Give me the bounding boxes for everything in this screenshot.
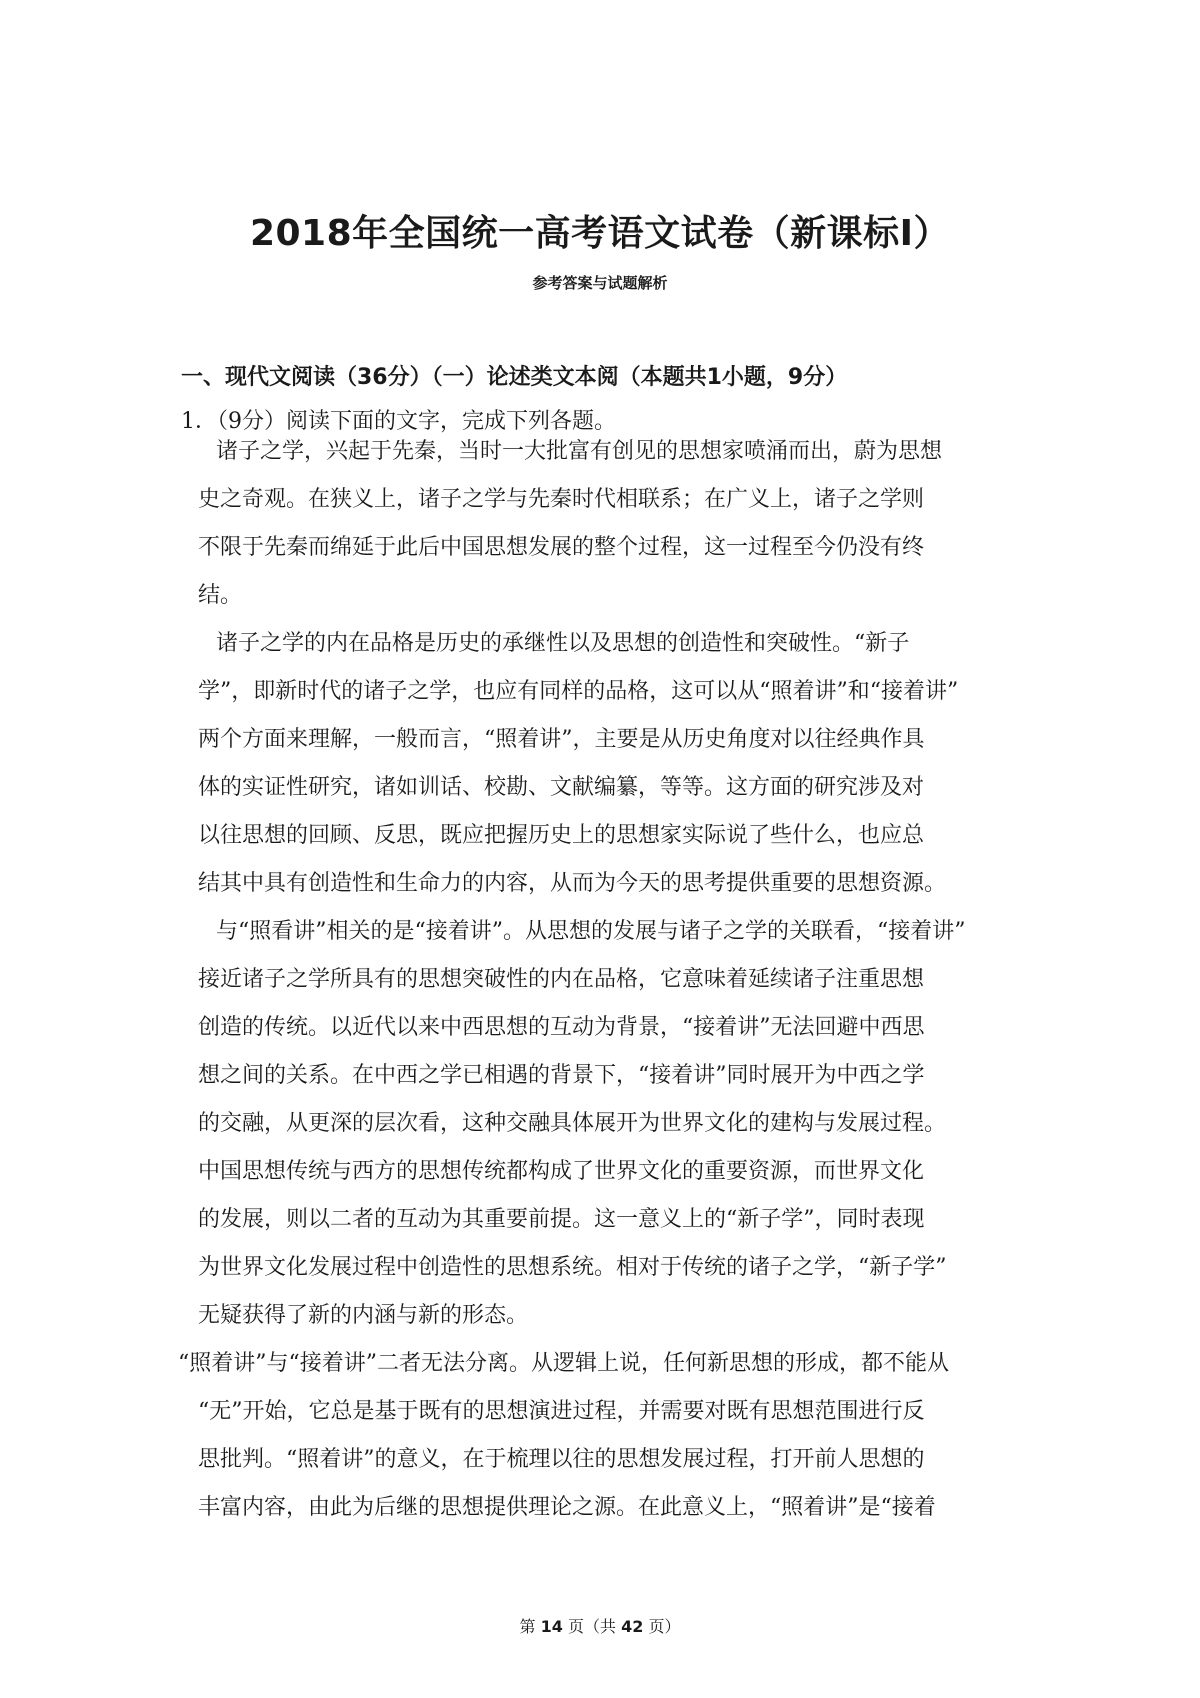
passage-line: 中国思想传统与西方的思想传统都构成了世界文化的重要资源，而世界文化 (198, 1159, 925, 1184)
question-stem: 1．（9分）阅读下面的文字，完成下列各题。 (181, 409, 616, 434)
page-footer (0, 1614, 1200, 1637)
passage-line: 的发展，则以二者的互动为其重要前提。这一意义上的“新子学”，同时表现 (198, 1207, 925, 1232)
passage-line: 结。 (198, 583, 243, 608)
passage-line: 体的实证性研究，诸如训话、校勘、文献编纂，等等。这方面的研究涉及对 (198, 775, 925, 800)
footer-total-pages: 42 (621, 1617, 644, 1636)
document-subtitle: 参考答案与试题解析 (532, 274, 668, 292)
passage-line: “无”开始，它总是基于既有的思想演进过程，并需要对既有思想范围进行反 (198, 1399, 925, 1424)
footer-middle: 页（共 (567, 1617, 616, 1636)
passage-line: 与“照看讲”相关的是“接着讲”。从思想的发展与诸子之学的关联看，“接着讲” (216, 919, 966, 944)
passage-line: 思批判。“照着讲”的意义，在于梳理以往的思想发展过程，打开前人思想的 (198, 1447, 925, 1472)
passage-line: 无疑获得了新的内涵与新的形态。 (198, 1303, 529, 1328)
passage-line: 不限于先秦而绵延于此后中国思想发展的整个过程，这一过程至今仍没有终 (198, 535, 925, 560)
footer-prefix: 第 (519, 1617, 536, 1636)
passage-line: 为世界文化发展过程中创造性的思想系统。相对于传统的诸子之学，“新子学” (198, 1255, 947, 1280)
passage-line: 诸子之学，兴起于先秦，当时一大批富有创见的思想家喷涌而出，蔚为思想 (216, 439, 943, 464)
passage-line: 学”，即新时代的诸子之学，也应有同样的品格，这可以从“照着讲”和“接着讲” (198, 679, 959, 704)
passage-line: 结其中具有创造性和生命力的内容，从而为今天的思考提供重要的思想资源。 (198, 871, 947, 896)
document-title: 2018年全国统一高考语文试卷（新课标Ⅰ） (249, 213, 951, 254)
passage-line: 以往思想的回顾、反思，既应把握历史上的思想家实际说了些什么，也应总 (198, 823, 925, 848)
footer-suffix: 页） (648, 1617, 681, 1636)
passage-line: 接近诸子之学所具有的思想突破性的内在品格，它意味着延续诸子注重思想 (198, 967, 925, 992)
footer-page-number: 14 (540, 1617, 563, 1636)
passage-line: 诸子之学的内在品格是历史的承继性以及思想的创造性和突破性。“新子 (216, 631, 910, 656)
passage-line: 丰富内容，由此为后继的思想提供理论之源。在此意义上，“照着讲”是“接着 (198, 1495, 936, 1520)
passage-line: 史之奇观。在狭义上，诸子之学与先秦时代相联系；在广义上，诸子之学则 (198, 487, 925, 512)
passage-line: 想之间的关系。在中西之学已相遇的背景下，“接着讲”同时展开为中西之学 (198, 1063, 925, 1088)
passage-line: 的交融，从更深的层次看，这种交融具体展开为世界文化的建构与发展过程。 (198, 1111, 947, 1136)
passage-line: 创造的传统。以近代以来中西思想的互动为背景，“接着讲”无法回避中西思 (198, 1015, 925, 1040)
section-heading: 一、现代文阅读（36分）（一）论述类文本阅（本题共1小题，9分） (181, 365, 848, 390)
passage-line: “照着讲”与“接着讲”二者无法分离。从逻辑上说，任何新思想的形成，都不能从 (178, 1351, 949, 1376)
passage-line: 两个方面来理解，一般而言，“照着讲”，主要是从历史角度对以往经典作具 (198, 727, 925, 752)
